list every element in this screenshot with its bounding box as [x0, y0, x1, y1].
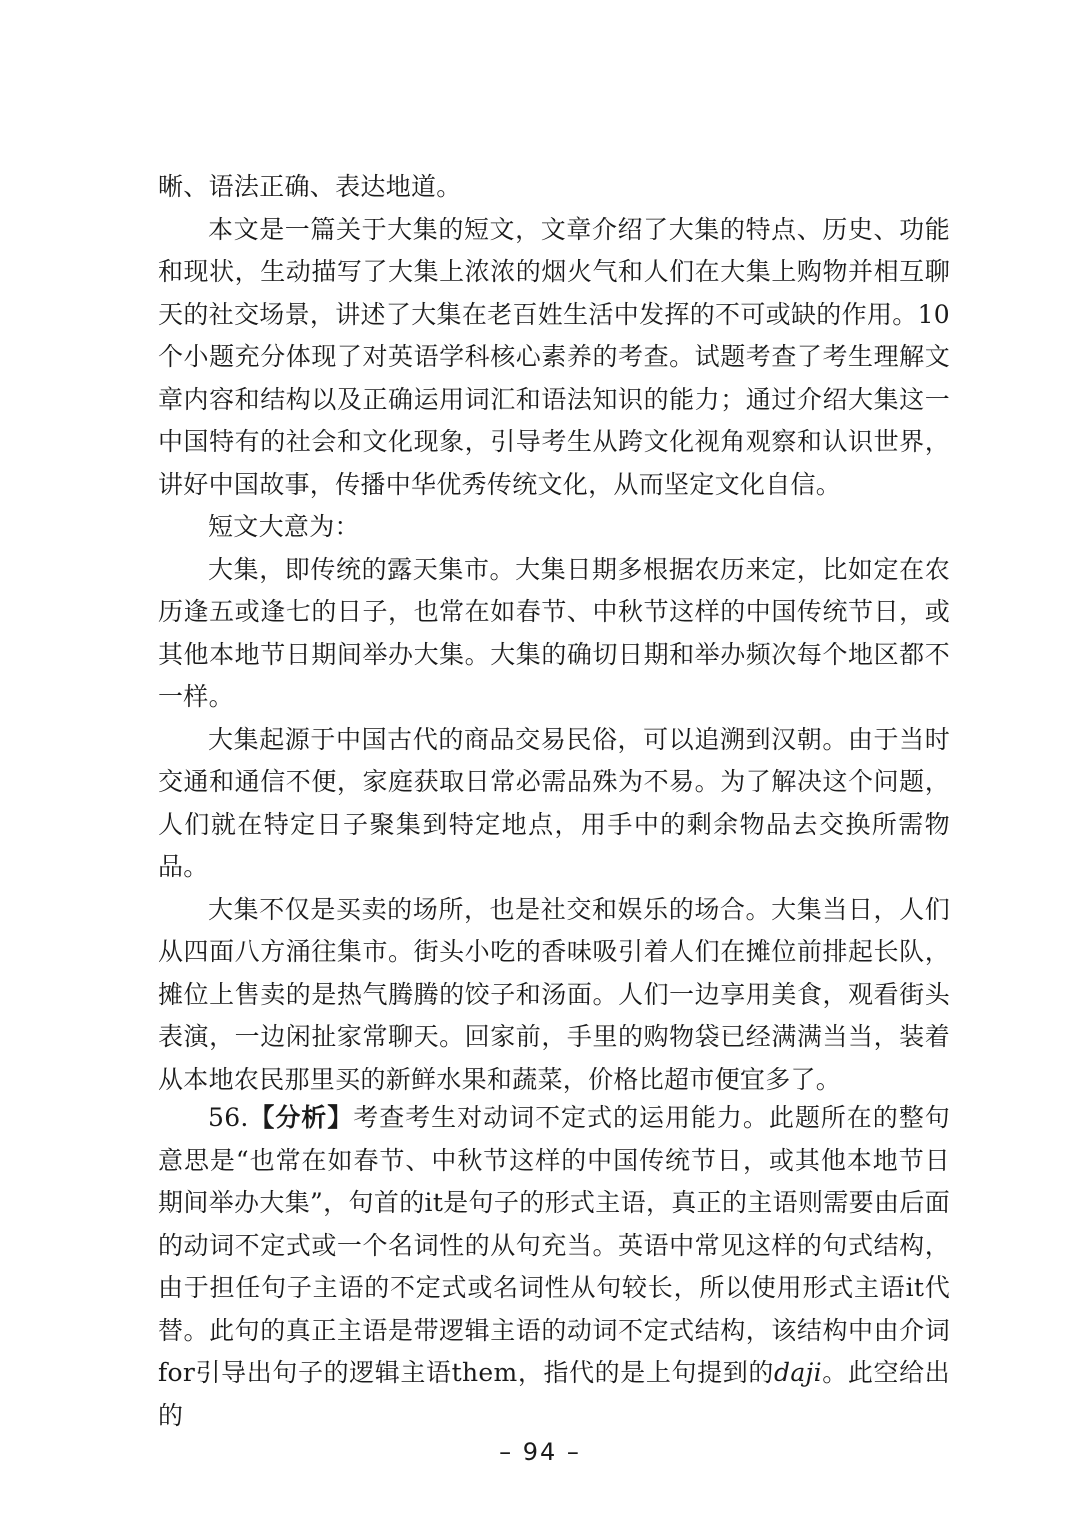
- analysis-label: 【分析】: [248, 1103, 354, 1132]
- analysis-italic-term: daji: [774, 1358, 822, 1387]
- paragraph-daji-definition: 大集，即传统的露天集市。大集日期多根据农历来定，比如定在农历逢五或逢七的日子，也常在如春节、中秋节这样的中国传统节日，或其他本地节日期间举办大集。大集的确切日期和举办频次每个地区都不一样。: [158, 554, 950, 711]
- paragraph-daji-social: 大集不仅是买卖的场所，也是社交和娱乐的场合。大集当日，人们从四面八方涌往集市。街头小吃的香味吸引着人们在摊位前排起长队，摊位上售卖的是热气腾腾的饺子和汤面。人们一边享用美食，观看街头表演，一边闲扯家常聊天。回家前，手里的购物袋已经满满当当，装着从本地农民那里买的新鲜水果和蔬菜，价格比超市便宜多了。: [158, 894, 950, 1094]
- analysis-text-1: 考查考生对动词不定式的运用能力。此题所在的整句意思是“也常在如春节、中秋节这样的中国传统节日，或其他本地节日期间举办大集”，句首的it是句子的形式主语，真正的主语则需要由后面的动词不定式或一个名词性的从句充当。英语中常见这样的句式结构，由于担任句子主语的不定式或名词性从句较长，所以使用形式主语it代替。此句的真正主语是带逻辑主语的动词不定式结构，该结构中由介词for引导出句子的逻辑主语them，指代的是上句提到的: [158, 1103, 950, 1387]
- page-number: – 94 –: [499, 1438, 581, 1466]
- analysis-block: [158, 1097, 950, 1437]
- paragraph-summary: 本文是一篇关于大集的短文，文章介绍了大集的特点、历史、功能和现状，生动描写了大集上浓浓的烟火气和人们在大集上购物并相互聊天的社交场景，讲述了大集在老百姓生活中发挥的不可或缺的作用。10个小题充分体现了对英语学科核心素养的考查。试题考查了考生理解文章内容和结构以及正确运用词汇和语法知识的能力；通过介绍大集这一中国特有的社会和文化现象，引导考生从跨文化视角观察和认识世界，讲好中国故事，传播中华优秀传统文化，从而坚定文化自信。: [158, 214, 950, 499]
- question-number: 56.: [208, 1103, 249, 1132]
- analysis-text-2: 。此空给出的: [158, 1358, 950, 1430]
- paragraph-daji-origin: 大集起源于中国古代的商品交易民俗，可以追溯到汉朝。由于当时交通和通信不便，家庭获取日常必需品殊为不易。为了解决这个问题，人们就在特定日子聚集到特定地点，用手中的剩余物品去交换所需物品。: [158, 724, 950, 881]
- main-text-block: [158, 166, 950, 1101]
- paragraph-continuation: 晰、语法正确、表达地道。: [158, 172, 462, 201]
- analysis-paragraph: [158, 1097, 950, 1437]
- paragraph-gist-heading: 短文大意为：: [208, 512, 360, 541]
